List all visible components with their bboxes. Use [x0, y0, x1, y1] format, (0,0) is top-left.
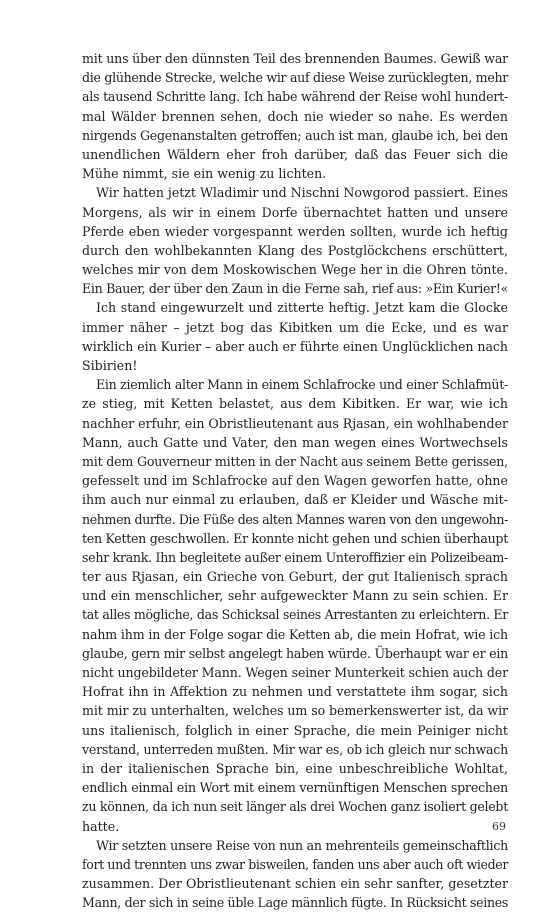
- text-line: unendlichen Wäldern eher froh darüber, daß das Feuer sich die: [82, 146, 508, 162]
- text-line: nirgends Gegenanstalten getroffen; auch ist man, glaube ich, bei den: [82, 127, 508, 143]
- text-line: verstand, unterreden mußten. Mir war es, ob ich gleich nur schwach: [82, 741, 508, 757]
- text-line: sehr krank. Ihn begleitete außer einem Unteroffizier ein Polizeibeam-: [82, 549, 508, 565]
- page-number: 69: [492, 820, 506, 833]
- text-line: tat alles mögliche, das Schicksal seines Arrestanten zu erleichtern. Er: [82, 607, 508, 623]
- text-line: Wir hatten jetzt Wladimir und Nischni Nowgorod passiert. Eines: [96, 185, 508, 201]
- text-line: gefesselt und im Schlafrocke auf den Wagen geworfen hatte, ohne: [82, 473, 508, 489]
- text-line: ten Ketten geschwollen. Er konnte nicht gehen und schien überhaupt: [82, 530, 508, 546]
- text-line: wirklich ein Kurier – aber auch er führte einen Unglücklichen nach: [82, 338, 508, 354]
- text-line: endlich einmal ein Wort mit einem vernünftigen Menschen sprechen: [82, 780, 508, 796]
- text-line: nicht ungebildeter Mann. Wegen seiner Munterkeit schien auch der: [82, 665, 508, 680]
- text-line: ter aus Rjasan, ein Grieche von Geburt, der gut Italienisch sprach: [82, 569, 508, 585]
- text-line: Morgens, als wir in einem Dorfe übernachtet hatten und unsere: [82, 204, 508, 220]
- text-line: als tausend Schritte lang. Ich habe während der Reise wohl hundert-: [82, 89, 508, 105]
- text-line: mit dem Gouverneur mitten in der Nacht aus seinem Bette gerissen,: [82, 453, 508, 469]
- text-line: ihm auch nur einmal zu erlauben, daß er Kleider und Wäsche mit-: [82, 492, 508, 508]
- text-line: Hofrat ihn in Affektion zu nehmen und verstattete ihm sogar, sich: [82, 684, 508, 700]
- body-text: [82, 49, 508, 912]
- text-line: hatte.: [82, 818, 120, 834]
- text-line: fort und trennten uns zwar bisweilen, fanden uns aber auch oft wieder: [82, 856, 508, 872]
- text-line: nachher erfuhr, ein Obristlieutenant aus Rjasan, ein wohlhabender: [82, 415, 508, 431]
- text-line: Mann, auch Gatte und Vater, den man wegen eines Wortwechsels: [82, 434, 508, 450]
- text-line: mal Wälder brennen sehen, doch nie wieder so nahe. Es werden: [82, 108, 508, 124]
- text-line: nahm ihm in der Folge sogar die Ketten ab, die mein Hofrat, wie ich: [82, 626, 508, 642]
- text-line: Pferde eben wieder vorgespannt werden sollten, wurde ich heftig: [82, 223, 508, 239]
- text-line: in der italienischen Sprache bin, eine unbeschreibliche Wohltat,: [82, 760, 508, 776]
- text-line: nehmen durfte. Die Füße des alten Mannes waren von den ungewohn-: [82, 511, 508, 527]
- text-line: zusammen. Der Obristlieutenant schien ein sehr sanfter, gesetzter: [82, 876, 508, 892]
- text-line: immer näher – jetzt bog das Kibitken um die Ecke, und es war: [82, 319, 508, 335]
- text-line: Ein ziemlich alter Mann in einem Schlafrocke und einer Schlafmüt-: [96, 377, 508, 393]
- text-line: Mann, der sich in seine üble Lage männlich fügte. In Rücksicht seines: [82, 895, 508, 911]
- text-line: und ein menschlicher, sehr aufgeweckter Mann zu sein schien. Er: [82, 588, 508, 604]
- text-line: durch den wohlbekannten Klang des Postglöckchens erschüttert,: [82, 242, 508, 258]
- text-line: welches mir von dem Moskowischen Wege her in die Ohren tönte.: [82, 262, 508, 278]
- text-line: mit uns über den dünnsten Teil des brennenden Baumes. Gewiß war: [82, 51, 508, 66]
- text-line: ze stieg, mit Ketten belastet, aus dem Kibitken. Er war, wie ich: [82, 396, 508, 412]
- text-line: zu können, da ich nun seit länger als drei Wochen ganz isoliert gelebt: [82, 799, 508, 815]
- text-line: uns italienisch, folglich in einer Sprache, die mein Peiniger nicht: [82, 722, 508, 738]
- text-line: Wir setzten unsere Reise von nun an mehrenteils gemeinschaftlich: [96, 837, 508, 853]
- text-line: mit mir zu unterhalten, welches um so bemerkenswerter ist, da wir: [82, 703, 508, 719]
- text-line: glaube, gern mir selbst angelegt haben würde. Überhaupt war er ein: [82, 645, 508, 661]
- text-line: Ich stand eingewurzelt und zitterte heftig. Jetzt kam die Glocke: [96, 300, 508, 316]
- text-line: Mühe nimmt, sie ein wenig zu lichten.: [82, 166, 327, 182]
- text-line: die glühende Strecke, welche wir auf diese Weise zurücklegten, mehr: [82, 70, 508, 86]
- text-line: Ein Bauer, der über den Zaun in die Ferne sah, rief aus: »Ein Kurier!«: [82, 281, 508, 297]
- text-line: Sibirien!: [82, 358, 138, 373]
